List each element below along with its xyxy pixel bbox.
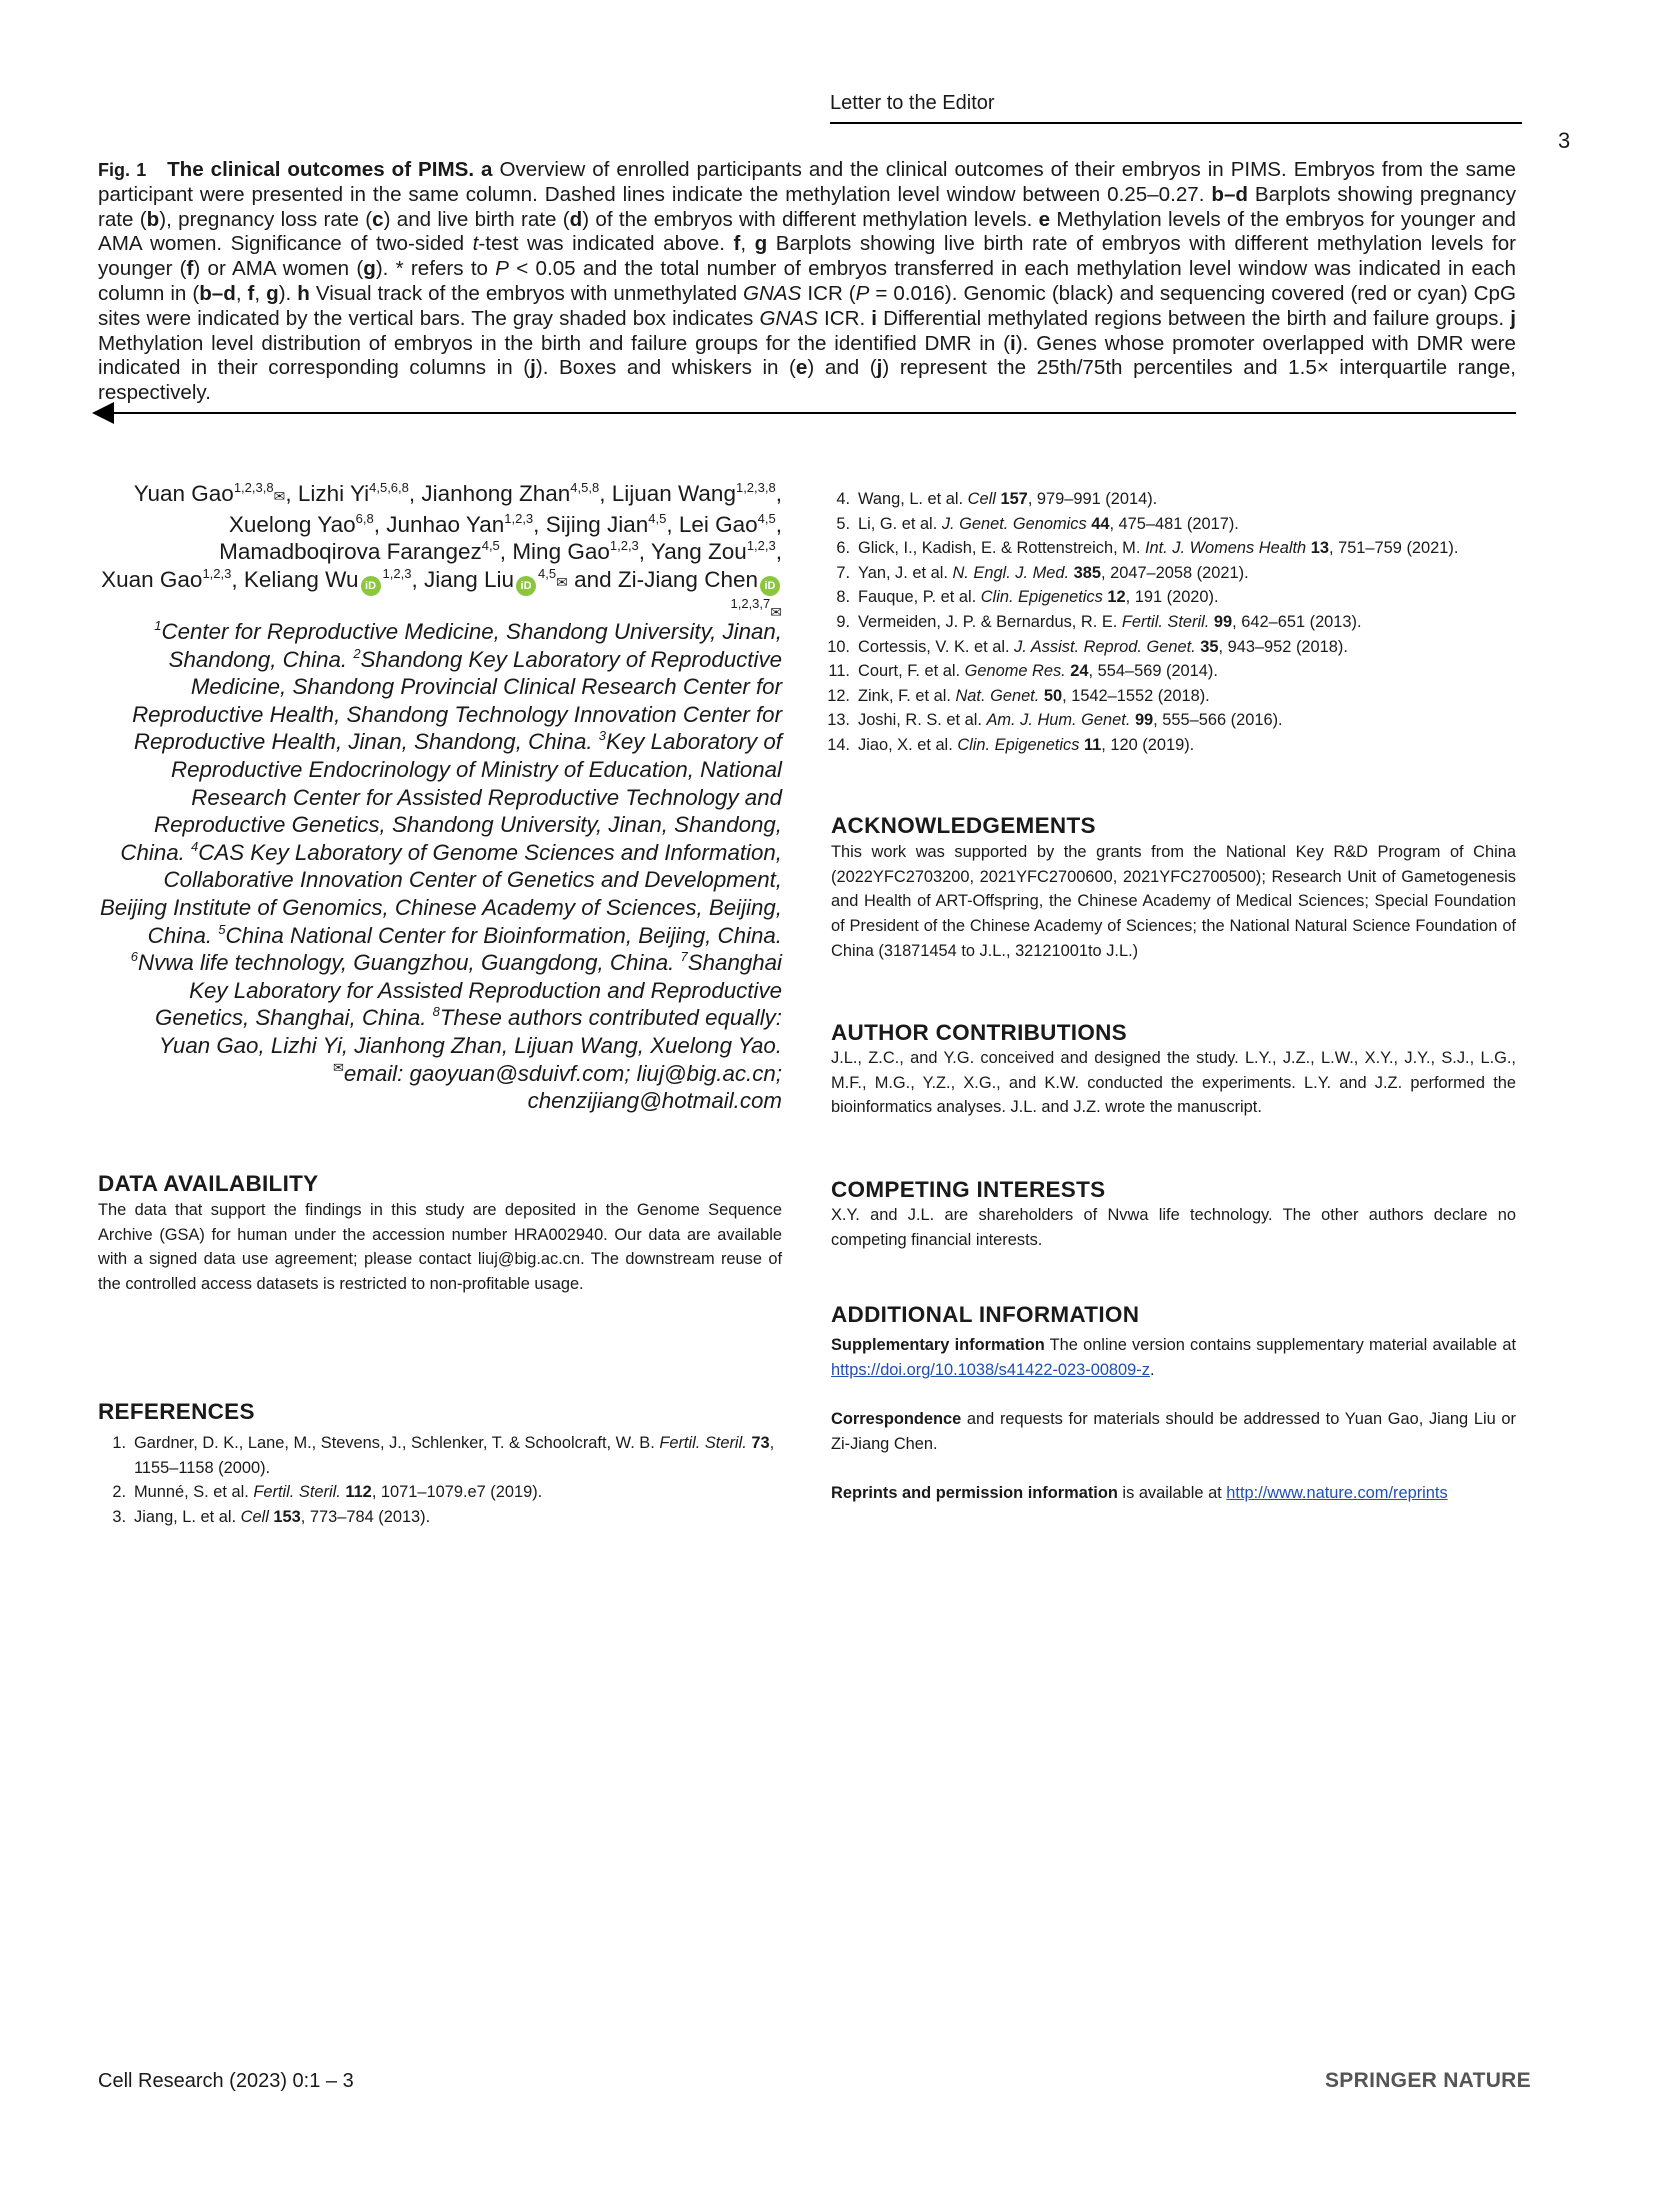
reference-text	[858, 684, 1516, 709]
correspondence-text: and requests for materials should be addressed to Yuan Gao, Jiang Liu or Zi-Jiang Chen.	[831, 1410, 1516, 1453]
reference-item	[822, 536, 1516, 561]
text-run: Gardner, D. K., Lane, M., Stevens, J., Schlenker, T. & Schoolcraft, W. B.	[134, 1434, 660, 1452]
reference-item	[822, 733, 1516, 758]
reference-number: 12.	[827, 686, 850, 705]
author-affiliation-sup: 4,5	[757, 510, 776, 526]
reference-item	[822, 610, 1516, 635]
reference-number: 10.	[827, 637, 850, 656]
affiliation-text: Nvwa life technology, Guangzhou, Guangdong, China.	[138, 950, 681, 976]
reference-text	[858, 561, 1516, 586]
author-name: Keliang Wu	[243, 566, 359, 592]
text-run: , 1542–1552 (2018).	[1062, 686, 1210, 705]
additional-information-heading: ADDITIONAL INFORMATION	[831, 1302, 1140, 1327]
author-name: Yang Zou	[650, 539, 747, 565]
affiliation-number: 7	[680, 949, 688, 965]
competing-interests-heading: COMPETING INTERESTS	[831, 1177, 1106, 1202]
reprints-text: is available at	[1117, 1484, 1227, 1502]
text-run: , 120 (2019).	[1101, 735, 1195, 754]
text-run: ,	[254, 281, 267, 305]
author-contributions-heading: AUTHOR CONTRIBUTIONS	[831, 1020, 1127, 1045]
text-run: 24	[1070, 662, 1089, 681]
supplementary-end: .	[1149, 1360, 1155, 1379]
author-name: Zi-Jiang Chen	[617, 566, 758, 592]
text-run: Munné, S. et al.	[134, 1483, 254, 1502]
text-run: 99	[1134, 711, 1154, 730]
affiliations	[98, 618, 782, 1115]
text-run: i	[871, 306, 878, 330]
text-run: Vermeiden, J. P. & Bernardus, R. E.	[858, 612, 1122, 631]
text-run: < 0.05 and the total number of embryos transferred in each methylation level window was indicated in each column in (	[98, 257, 1517, 305]
reference-text	[858, 659, 1516, 684]
header-rule	[830, 122, 1522, 124]
text-run: f	[186, 257, 194, 281]
reference-number: 1.	[112, 1434, 126, 1452]
reference-number: 3.	[112, 1507, 126, 1526]
text-run: Fauque, P. et al.	[858, 588, 981, 607]
text-run: Fertil. Steril.	[659, 1434, 747, 1452]
affiliation-text: Center for Reproductive Medicine, Shandong University, Jinan, Shandong, China.	[161, 619, 782, 672]
text-run: Court, F. et al.	[858, 662, 965, 681]
author-contributions-text: J.L., Z.C., and Y.G. conceived and designed the study. L.Y., J.Z., L.W., X.Y., J.Y., S.J., L.G., M.F., M.G., Y.Z., X.G., and K.W. conducted the experiments. L.Y. and J.Z. performed the bioinformatics analyses. J.L. and J.Z. wrote the manuscript.	[831, 1049, 1516, 1117]
text-run: J. Genet. Genomics	[941, 514, 1087, 533]
text-run: GNAS	[759, 306, 818, 330]
text-run: j	[1510, 306, 1517, 330]
affiliation-text: Shandong Key Laboratory of Reproductive Medicine, Shandong Provincial Clinical Research Center for Reproductive Health, Shandong Technology Innovation Center for Reproductive Health, Jinan, Shandong, China.	[132, 646, 782, 755]
text-run: e	[1038, 207, 1051, 231]
reference-number: 7.	[836, 563, 850, 582]
orcid-icon[interactable]: iD	[760, 576, 780, 596]
text-run: Barplots showing live birth rate of embryos with different methylation levels for younger (	[98, 232, 1517, 281]
reference-number: 6.	[836, 539, 850, 558]
text-run: Jiao, X. et al.	[858, 735, 958, 754]
text-run: Fertil. Steril.	[253, 1483, 341, 1502]
text-run: , 751–759 (2021).	[1328, 539, 1459, 558]
mail-icon: ✉	[556, 573, 568, 590]
affiliation-number: 8	[432, 1004, 440, 1020]
text-run: , 979–991 (2014).	[1027, 490, 1158, 508]
text-run: , 642–651 (2013).	[1232, 612, 1362, 631]
author-affiliation-sup: 1,2,3	[202, 565, 232, 581]
text-run: ) represent the 25th/75th percentiles and 1.5× interquartile range, respectively.	[98, 356, 1517, 405]
figure-label: Fig. 1	[98, 160, 147, 180]
text-run: Differential methylated regions between the birth and failure groups.	[877, 306, 1511, 330]
text-run: Visual track of the embryos with unmethylated	[309, 281, 743, 305]
affiliation-number: 4	[191, 838, 199, 854]
references-list-right	[822, 487, 1516, 758]
author-name: Junhao Yan	[386, 511, 505, 537]
supplementary-link[interactable]: https://doi.org/10.1038/s41422-023-00809-z	[831, 1360, 1150, 1379]
text-run: Joshi, R. S. et al.	[858, 711, 987, 730]
reference-item	[98, 1505, 782, 1530]
reference-number: 2.	[112, 1483, 126, 1502]
author-name: Sijing Jian	[545, 511, 649, 537]
text-run: , 554–569 (2014).	[1088, 662, 1218, 681]
text-run: , 1071–1079.e7 (2019).	[371, 1483, 543, 1502]
text-run: Clin. Epigenetics	[980, 588, 1103, 607]
text-run: f	[247, 281, 255, 305]
text-run: ). * refers to	[375, 257, 496, 281]
text-run: a	[481, 158, 493, 181]
author-affiliation-sup: 4,5	[538, 565, 557, 581]
reference-item	[822, 635, 1516, 660]
text-run: 385	[1073, 563, 1101, 582]
text-run: Wang, L. et al.	[858, 490, 968, 508]
data-availability-text: The data that support the findings in this study are deposited in the Genome Sequence Archive (GSA) for human under the accession number HRA002940. Our data are available with a signed data use agreement; please contact liuj@big.ac.cn. The downstream reuse of the controlled access datasets is restricted to non-profitable usage.	[98, 1201, 782, 1294]
reference-number: 8.	[836, 588, 850, 607]
text-run: 44	[1091, 514, 1110, 533]
affiliation-text: Shanghai Key Laboratory for Assisted Reproduction and Reproductive Genetics, Shanghai, China.	[155, 950, 782, 1031]
author-name: Ming Gao	[512, 539, 610, 565]
acknowledgements-heading: ACKNOWLEDGEMENTS	[831, 813, 1096, 838]
caption-body	[98, 158, 1516, 404]
reference-text	[134, 1480, 782, 1505]
reprints-information	[831, 1481, 1516, 1506]
competing-interests-text: X.Y. and J.L. are shareholders of Nvwa life technology. The other authors declare no competing financial interests.	[831, 1206, 1516, 1249]
reprints-label: Reprints and permission information	[831, 1484, 1118, 1502]
text-run: e	[795, 356, 808, 380]
text-run: Genome Res.	[964, 662, 1066, 681]
acknowledgements-text: This work was supported by the grants from the National Key R&D Program of China (2022YFC2703200, 2021YFC2700600, 2021YFC2700500); Research Unit of Gametogenesis and Health of ART-Offspring, the Chinese Academy of Medical Sciences; Special Foundation of President of the Chinese Academy of Sciences; the National Natural Science Foundation of China (31871454 to J.L., 32121001to J.L.)	[831, 843, 1516, 960]
author-affiliation-sup: 1,2,3	[609, 538, 639, 554]
text-run: Cell	[240, 1507, 269, 1526]
author-name: Xuelong Yao	[228, 511, 356, 537]
text-run: Nat. Genet.	[955, 686, 1040, 705]
text-run: g	[754, 232, 768, 256]
text-run: ) or AMA women (	[193, 257, 364, 281]
text-run: g	[363, 257, 376, 281]
text-run: b–d	[199, 281, 236, 305]
text-run: , 1155–1158 (2000).	[134, 1434, 775, 1477]
text-run: 153	[273, 1507, 301, 1526]
reference-number: 14.	[827, 735, 850, 754]
mail-icon: ✉	[770, 604, 782, 621]
text-run: Clin. Epigenetics	[957, 735, 1080, 754]
affiliation-text: These authors contributed equally: Yuan Gao, Lizhi Yi, Jianhong Zhan, Lijuan Wang, Xuelong Yao.	[158, 1005, 782, 1058]
reference-text	[134, 1505, 782, 1530]
data-availability-heading: DATA AVAILABILITY	[98, 1171, 319, 1196]
reference-text	[858, 585, 1516, 610]
text-run: , 555–566 (2016).	[1153, 711, 1283, 730]
text-run: Overview of enrolled participants and the clinical outcomes of their embryos in PIMS. Embryos from the same participant were presented in the same column. Dashed lines indicate the methylation level window between 0.25–0.27.	[98, 158, 1516, 206]
figure-title: The clinical outcomes of PIMS.	[167, 158, 475, 181]
text-run: b–d	[1211, 182, 1248, 206]
author-affiliation-sup: 4,5,8	[570, 480, 600, 495]
text-run: GNAS	[743, 281, 802, 305]
text-run: 112	[345, 1483, 372, 1502]
text-run: ) and (	[807, 356, 877, 380]
author-affiliation-sup: 1,2,3	[746, 538, 776, 554]
reprints-link[interactable]: http://www.nature.com/reprints	[1226, 1484, 1448, 1502]
text-run: Fertil. Steril.	[1121, 612, 1210, 631]
page-number: 3	[1558, 128, 1571, 153]
text-run: Li, G. et al.	[858, 514, 942, 533]
text-run: Cortessis, V. K. et al.	[858, 637, 1015, 656]
correspondence-label: Correspondence	[831, 1410, 962, 1428]
text-run: Methylation levels of the embryos for younger and AMA women. Significance of two-sided	[98, 207, 1516, 256]
references-list-left	[98, 1431, 782, 1529]
text-run: ). Boxes and whiskers in (	[535, 356, 796, 380]
text-run: , 475–481 (2017).	[1109, 514, 1239, 533]
text-run: ), pregnancy loss rate (	[159, 207, 373, 231]
text-run: Yan, J. et al.	[858, 563, 953, 582]
references-heading: REFERENCES	[98, 1399, 255, 1424]
text-run: 50	[1043, 686, 1063, 705]
author-name: Yuan Gao	[133, 481, 234, 506]
author-name: Jianhong Zhan	[421, 481, 571, 506]
text-run: Barplots showing pregnancy rate (	[98, 182, 1516, 231]
reference-item	[822, 561, 1516, 586]
figure-caption	[98, 158, 1516, 406]
orcid-icon[interactable]: iD	[361, 576, 381, 596]
email-line[interactable]: email: gaoyuan@sduivf.com; liuj@big.ac.cn; chenzijiang@hotmail.com	[343, 1060, 782, 1114]
reference-number: 9.	[836, 612, 850, 631]
reference-item	[822, 512, 1516, 537]
text-run: Glick, I., Kadish, E. & Rottenstreich, M.	[858, 539, 1145, 558]
orcid-icon[interactable]: iD	[516, 576, 536, 596]
reference-text	[134, 1431, 782, 1480]
text-run: P	[855, 281, 870, 305]
footer-publisher-logo: SPRINGER NATURE	[1325, 2069, 1531, 2092]
text-run: ) of the embryos with different methylation levels.	[582, 207, 1039, 231]
reference-text	[858, 708, 1516, 733]
text-run: g	[266, 281, 279, 305]
reference-text	[858, 610, 1516, 635]
text-run: h	[297, 281, 310, 305]
text-run: , 943–952 (2018).	[1218, 637, 1348, 656]
affiliation-number: 3	[598, 728, 606, 744]
caption-rule	[110, 412, 1516, 414]
text-run: j	[530, 356, 536, 380]
text-run: -test was indicated above.	[478, 232, 734, 256]
author-affiliation-sup: 4,5	[481, 538, 500, 554]
reference-number: 13.	[827, 711, 850, 730]
reference-item	[822, 708, 1516, 733]
affiliation-text: CAS Key Laboratory of Genome Sciences and Information, Collaborative Innovation Center of Genetics and Development, Beijing Institute of Genomics, Chinese Academy of Sciences, Beijing, China.	[99, 839, 782, 948]
reference-item	[98, 1431, 782, 1480]
text-run: Methylation level distribution of embryos in the birth and failure groups for the identified DMR in (	[98, 331, 1011, 355]
author-affiliation-sup: 1,2,3	[382, 565, 412, 581]
text-run: Zink, F. et al.	[858, 686, 956, 705]
text-run: f	[733, 232, 741, 256]
author-name: Mamadboqirova Farangez	[219, 539, 482, 565]
supplementary-label: Supplementary information	[831, 1336, 1045, 1354]
text-run: ICR (	[801, 281, 856, 305]
author-name: Jiang Liu	[423, 566, 515, 592]
text-run: 12	[1107, 588, 1126, 607]
reference-item	[822, 684, 1516, 709]
reference-text	[858, 536, 1516, 561]
text-run: 73	[751, 1434, 770, 1452]
reference-text	[858, 512, 1516, 537]
text-run: P	[495, 257, 510, 281]
text-run: i	[1010, 331, 1016, 355]
text-run: Jiang, L. et al.	[134, 1507, 241, 1526]
text-run: b	[146, 207, 160, 231]
text-run: ICR.	[817, 306, 872, 330]
text-run: , 2047–2058 (2021).	[1100, 563, 1249, 582]
affiliation-number: 2	[353, 645, 361, 661]
text-run: c	[372, 207, 384, 231]
author-affiliation-sup: 6,8	[355, 510, 374, 526]
reference-number: 11.	[828, 662, 850, 681]
text-run: 35	[1200, 637, 1219, 656]
reference-item	[822, 487, 1516, 512]
reference-item	[98, 1480, 782, 1505]
affiliation-text: China National Center for Bioinformation, Beijing, China.	[225, 922, 782, 948]
author-affiliation-sup: 1,2,3,8	[233, 480, 274, 495]
reference-text	[858, 487, 1516, 512]
reference-number: 5.	[836, 514, 850, 533]
author-name: Lizhi Yi	[297, 481, 370, 506]
author-affiliation-sup: 4,5,6,8	[369, 480, 409, 495]
text-run: Cell	[967, 490, 996, 508]
back-arrow-icon[interactable]	[92, 402, 114, 424]
text-run: 99	[1213, 612, 1233, 631]
running-header: Letter to the Editor	[830, 92, 995, 114]
reference-text	[858, 733, 1516, 758]
text-run: 11	[1083, 735, 1102, 754]
affiliation-number: 5	[218, 921, 226, 937]
text-run: Int. J. Womens Health	[1144, 539, 1307, 558]
text-run: ,	[740, 232, 755, 256]
text-run: 13	[1310, 539, 1329, 558]
reference-item	[822, 585, 1516, 610]
text-run: 157	[1000, 490, 1028, 508]
author-name: Lei Gao	[678, 511, 758, 537]
affiliation-text: Key Laboratory of Reproductive Endocrinology of Ministry of Education, National Research Center for Assisted Reproductive Technology and Reproductive Genetics, Shandong University, Jinan, Shandong, China.	[120, 729, 782, 865]
reference-number: 4.	[836, 490, 850, 508]
correspondence	[831, 1407, 1516, 1456]
mail-icon: ✉	[273, 488, 286, 504]
mail-icon: ✉	[332, 1059, 344, 1075]
affiliation-number: 1	[154, 618, 162, 633]
author-name: Lijuan Wang	[611, 481, 736, 506]
author-name: Xuan Gao	[101, 566, 203, 592]
text-run: j	[876, 356, 883, 380]
author-affiliation-sup: 1,2,3	[504, 510, 534, 526]
author-affiliation-sup: 1,2,3,8	[735, 480, 776, 495]
footer-journal: Cell Research (2023) 0:1 – 3	[98, 2070, 354, 2092]
text-run: = 0.016). Genomic (black) and sequencing covered (red or cyan) CpG sites were indicated by the vertical bars. The gray shaded box indicates	[98, 281, 1516, 330]
author-affiliation-sup: 1,2,3,7	[730, 596, 771, 612]
text-run: N. Engl. J. Med.	[952, 563, 1070, 582]
reference-text	[858, 635, 1516, 660]
affiliation-number: 6	[130, 949, 139, 965]
text-run: Am. J. Hum. Genet.	[986, 711, 1131, 730]
text-run: ) and live birth rate (	[383, 207, 570, 231]
text-run: , 191 (2020).	[1125, 588, 1219, 607]
supplementary-information	[831, 1333, 1516, 1382]
text-run: J. Assist. Reprod. Genet.	[1014, 637, 1196, 656]
text-run: ).	[278, 281, 298, 305]
author-affiliation-sup: 4,5	[648, 510, 667, 526]
supplementary-text: The online version contains supplementary material available at	[1044, 1336, 1517, 1354]
text-run: ). Genes whose promoter overlapped with DMR were indicated in their corresponding columns in (	[98, 331, 1516, 380]
text-run: ,	[235, 281, 248, 305]
author-list: Yuan Gao$^{1,2,3,8}$✉, Lizhi Yi$^{4,5,6,8}$, Jianhong Zhan$^{4,5,8}$, Lijuan Wang$^{1,2,3,8}$, Xuelong Yao$^{6,8}$, Junhao Yan$^{1,2,3}$, Sijing Jian$^{4,5}$, Lei Gao$^{4,5}$, Mamadboqirova Farangez$^{4,5}$, Ming Gao$^{1,2,3}$, Yang Zou$^{1,2,3}$, Xuan Gao$^{1,2,3}$, Keliang Wu iD$^{1,2,3}$, Jiang Liu iD$^{4,5}$✉ and Zi-Jiang Chen iD$^{1,2,3,7}$✉	[101, 480, 782, 621]
text-run: , 773–784 (2013).	[300, 1507, 431, 1526]
text-run	[474, 158, 481, 181]
reference-item	[822, 659, 1516, 684]
text-run: t	[472, 232, 479, 256]
text-run: d	[569, 207, 583, 231]
